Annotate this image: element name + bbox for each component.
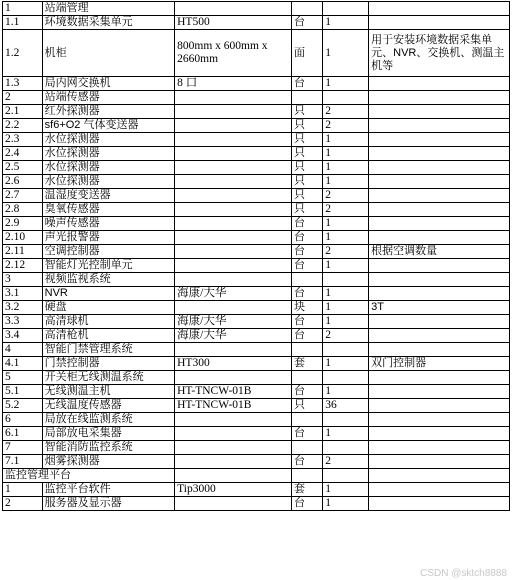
empty-cell (291, 343, 322, 357)
item-name: 无线测温主机 (42, 385, 174, 399)
row-number: 2.9 (3, 217, 43, 231)
table-row (3, 133, 510, 147)
item-quantity: 1 (323, 301, 369, 315)
item-model: HT500 (175, 16, 292, 30)
item-quantity: 1 (323, 315, 369, 329)
table-row (3, 287, 510, 301)
row-number: 2.5 (3, 161, 43, 175)
table-row (3, 189, 510, 203)
row-number: 1 (3, 2, 43, 16)
item-quantity: 1 (323, 427, 369, 441)
item-note (369, 231, 510, 245)
item-name: 机柜 (42, 30, 174, 77)
item-note (369, 203, 510, 217)
table-row (3, 203, 510, 217)
item-unit: 台 (291, 77, 322, 91)
row-number: 2.8 (3, 203, 43, 217)
section-row (3, 469, 510, 483)
empty-cell (291, 413, 322, 427)
item-model (175, 105, 292, 119)
item-model: HT-TNCW-01B (175, 399, 292, 413)
watermark: CSDN @sktch8888 (420, 568, 507, 579)
item-note (369, 287, 510, 301)
item-quantity: 1 (323, 231, 369, 245)
empty-cell (291, 91, 322, 105)
row-number: 1 (3, 483, 43, 497)
item-model (175, 217, 292, 231)
item-note (369, 259, 510, 273)
row-number: 1.3 (3, 77, 43, 91)
empty-cell (175, 91, 292, 105)
item-quantity: 1 (323, 30, 369, 77)
equipment-table (2, 1, 510, 511)
item-name: 空调控制器 (42, 245, 174, 259)
item-note: 用于安装环境数据采集单元、NVR、交换机、测温主机等 (369, 30, 510, 77)
category-row (3, 91, 510, 105)
item-model: 8 口 (175, 77, 292, 91)
row-number: 2.2 (3, 119, 43, 133)
item-note: 双门控制器 (369, 357, 510, 371)
category-name: 局放在线监测系统 (42, 413, 174, 427)
empty-cell (291, 469, 322, 483)
empty-cell (369, 343, 510, 357)
item-unit: 块 (291, 301, 322, 315)
row-number: 2.10 (3, 231, 43, 245)
empty-cell (291, 441, 322, 455)
item-name: 智能灯光控制单元 (42, 259, 174, 273)
item-quantity: 2 (323, 203, 369, 217)
item-quantity: 1 (323, 161, 369, 175)
row-number: 6.1 (3, 427, 43, 441)
table-row (3, 427, 510, 441)
item-unit: 只 (291, 105, 322, 119)
table-row (3, 399, 510, 413)
row-number: 2.3 (3, 133, 43, 147)
item-model (175, 147, 292, 161)
row-number: 5.1 (3, 385, 43, 399)
item-unit: 面 (291, 30, 322, 77)
table-row (3, 30, 510, 77)
row-number: 2.6 (3, 175, 43, 189)
item-model (175, 133, 292, 147)
item-note (369, 427, 510, 441)
item-quantity: 1 (323, 483, 369, 497)
table-row (3, 105, 510, 119)
row-number: 3 (3, 273, 43, 287)
row-number: 1.1 (3, 16, 43, 30)
item-note (369, 399, 510, 413)
row-number: 7 (3, 441, 43, 455)
empty-cell (175, 469, 292, 483)
equipment-table-body (3, 2, 510, 511)
empty-cell (291, 2, 322, 16)
item-unit: 台 (291, 259, 322, 273)
table-row (3, 357, 510, 371)
table-row (3, 301, 510, 315)
empty-cell (323, 2, 369, 16)
item-model (175, 119, 292, 133)
item-name: sf6+O2 气体变送器 (42, 119, 174, 133)
item-quantity: 1 (323, 497, 369, 511)
row-number: 1.2 (3, 30, 43, 77)
empty-cell (369, 469, 510, 483)
empty-cell (369, 273, 510, 287)
row-number: 2 (3, 497, 43, 511)
item-unit: 套 (291, 357, 322, 371)
item-quantity: 2 (323, 105, 369, 119)
item-unit: 只 (291, 119, 322, 133)
empty-cell (323, 441, 369, 455)
item-quantity: 36 (323, 399, 369, 413)
item-model (175, 161, 292, 175)
table-row (3, 259, 510, 273)
table-row (3, 161, 510, 175)
empty-cell (369, 2, 510, 16)
item-unit: 台 (291, 287, 322, 301)
empty-cell (175, 273, 292, 287)
row-number: 5.2 (3, 399, 43, 413)
item-unit: 只 (291, 399, 322, 413)
item-note (369, 133, 510, 147)
table-row (3, 315, 510, 329)
item-name: 局内网交换机 (42, 77, 174, 91)
empty-cell (323, 91, 369, 105)
item-name: 局部放电采集器 (42, 427, 174, 441)
item-note (369, 217, 510, 231)
item-name: 服务器及显示器 (42, 497, 174, 511)
empty-cell (323, 371, 369, 385)
empty-cell (323, 469, 369, 483)
item-note (369, 77, 510, 91)
category-row (3, 371, 510, 385)
item-quantity: 1 (323, 259, 369, 273)
item-name: 高清球机 (42, 315, 174, 329)
row-number: 5 (3, 371, 43, 385)
category-name: 站端管理 (42, 2, 174, 16)
empty-cell (369, 91, 510, 105)
empty-cell (291, 371, 322, 385)
item-note (369, 385, 510, 399)
row-number: 2.7 (3, 189, 43, 203)
item-name: 红外探测器 (42, 105, 174, 119)
item-unit: 只 (291, 133, 322, 147)
item-note (369, 497, 510, 511)
item-unit: 台 (291, 217, 322, 231)
item-name: 烟雾探测器 (42, 455, 174, 469)
item-note (369, 329, 510, 343)
item-unit: 台 (291, 385, 322, 399)
table-row (3, 329, 510, 343)
item-name: 水位探测器 (42, 161, 174, 175)
row-number: 6 (3, 413, 43, 427)
table-row (3, 483, 510, 497)
item-note (369, 16, 510, 30)
empty-cell (323, 273, 369, 287)
item-quantity: 1 (323, 175, 369, 189)
row-number: 2.4 (3, 147, 43, 161)
item-model (175, 231, 292, 245)
item-note (369, 105, 510, 119)
item-model (175, 301, 292, 315)
item-name: 水位探测器 (42, 175, 174, 189)
item-name: 噪声传感器 (42, 217, 174, 231)
item-name: 无线温度传感器 (42, 399, 174, 413)
item-unit: 只 (291, 175, 322, 189)
category-name: 智能门禁管理系统 (42, 343, 174, 357)
item-model (175, 455, 292, 469)
table-row (3, 77, 510, 91)
item-model: 800mm x 600mm x 2660mm (175, 30, 292, 77)
item-model: 海康/大华 (175, 315, 292, 329)
row-number: 3.4 (3, 329, 43, 343)
item-quantity: 1 (323, 385, 369, 399)
item-name: 监控平台软件 (42, 483, 174, 497)
empty-cell (323, 343, 369, 357)
row-number: 3.2 (3, 301, 43, 315)
item-name: 水位探测器 (42, 133, 174, 147)
item-unit: 只 (291, 189, 322, 203)
row-number: 2 (3, 91, 43, 105)
item-model (175, 259, 292, 273)
item-quantity: 1 (323, 147, 369, 161)
row-number: 2.11 (3, 245, 43, 259)
item-note (369, 189, 510, 203)
category-row (3, 343, 510, 357)
category-row (3, 2, 510, 16)
row-number: 4.1 (3, 357, 43, 371)
item-quantity: 1 (323, 217, 369, 231)
table-row (3, 217, 510, 231)
category-name: 站端传感器 (42, 91, 174, 105)
empty-cell (175, 343, 292, 357)
item-quantity: 1 (323, 357, 369, 371)
item-quantity: 2 (323, 329, 369, 343)
item-unit: 台 (291, 497, 322, 511)
row-number: 2.1 (3, 105, 43, 119)
item-quantity: 1 (323, 133, 369, 147)
empty-cell (369, 371, 510, 385)
table-row (3, 385, 510, 399)
item-note (369, 161, 510, 175)
item-quantity: 2 (323, 455, 369, 469)
item-note (369, 119, 510, 133)
category-name: 智能消防监控系统 (42, 441, 174, 455)
table-row (3, 16, 510, 30)
item-note (369, 315, 510, 329)
item-quantity: 2 (323, 189, 369, 203)
item-name: 硬盘 (42, 301, 174, 315)
item-model (175, 497, 292, 511)
category-row (3, 441, 510, 455)
table-row (3, 245, 510, 259)
item-quantity: 2 (323, 119, 369, 133)
empty-cell (369, 441, 510, 455)
item-name: 臭氧传感器 (42, 203, 174, 217)
item-unit: 只 (291, 147, 322, 161)
table-row (3, 147, 510, 161)
item-name: 高清枪机 (42, 329, 174, 343)
item-unit: 只 (291, 161, 322, 175)
item-model: HT-TNCW-01B (175, 385, 292, 399)
item-quantity: 2 (323, 245, 369, 259)
item-unit: 台 (291, 16, 322, 30)
item-unit: 台 (291, 329, 322, 343)
item-name: NVR (42, 287, 174, 301)
item-model: Tip3000 (175, 483, 292, 497)
item-unit: 台 (291, 315, 322, 329)
item-model: 海康/大华 (175, 329, 292, 343)
item-name: 温湿度变送器 (42, 189, 174, 203)
item-name: 声光报警器 (42, 231, 174, 245)
item-model (175, 245, 292, 259)
category-row (3, 273, 510, 287)
empty-cell (323, 413, 369, 427)
item-unit: 只 (291, 203, 322, 217)
item-name: 环境数据采集单元 (42, 16, 174, 30)
item-name: 水位探测器 (42, 147, 174, 161)
empty-cell (175, 371, 292, 385)
empty-cell (175, 413, 292, 427)
item-unit: 套 (291, 483, 322, 497)
item-quantity: 1 (323, 287, 369, 301)
item-note (369, 147, 510, 161)
item-quantity: 1 (323, 16, 369, 30)
item-note (369, 455, 510, 469)
table-row (3, 455, 510, 469)
item-model (175, 203, 292, 217)
item-model: 海康/大华 (175, 287, 292, 301)
table-row (3, 497, 510, 511)
item-model (175, 189, 292, 203)
row-number: 3.3 (3, 315, 43, 329)
item-note (369, 175, 510, 189)
item-model (175, 427, 292, 441)
category-name: 视频监视系统 (42, 273, 174, 287)
row-number: 7.1 (3, 455, 43, 469)
empty-cell (175, 2, 292, 16)
table-row (3, 119, 510, 133)
item-name: 门禁控制器 (42, 357, 174, 371)
empty-cell (291, 273, 322, 287)
section-title: 监控管理平台 (3, 469, 175, 483)
item-note (369, 483, 510, 497)
empty-cell (175, 441, 292, 455)
empty-cell (369, 413, 510, 427)
table-row (3, 231, 510, 245)
row-number: 2.12 (3, 259, 43, 273)
item-model (175, 175, 292, 189)
item-note: 3T (369, 301, 510, 315)
item-unit: 台 (291, 455, 322, 469)
item-model: HT300 (175, 357, 292, 371)
item-unit: 台 (291, 427, 322, 441)
row-number: 3.1 (3, 287, 43, 301)
category-row (3, 413, 510, 427)
category-name: 开关柜无线测温系统 (42, 371, 174, 385)
item-unit: 台 (291, 231, 322, 245)
item-unit: 台 (291, 245, 322, 259)
table-row (3, 175, 510, 189)
item-note: 根据空调数量 (369, 245, 510, 259)
item-quantity: 1 (323, 77, 369, 91)
row-number: 4 (3, 343, 43, 357)
